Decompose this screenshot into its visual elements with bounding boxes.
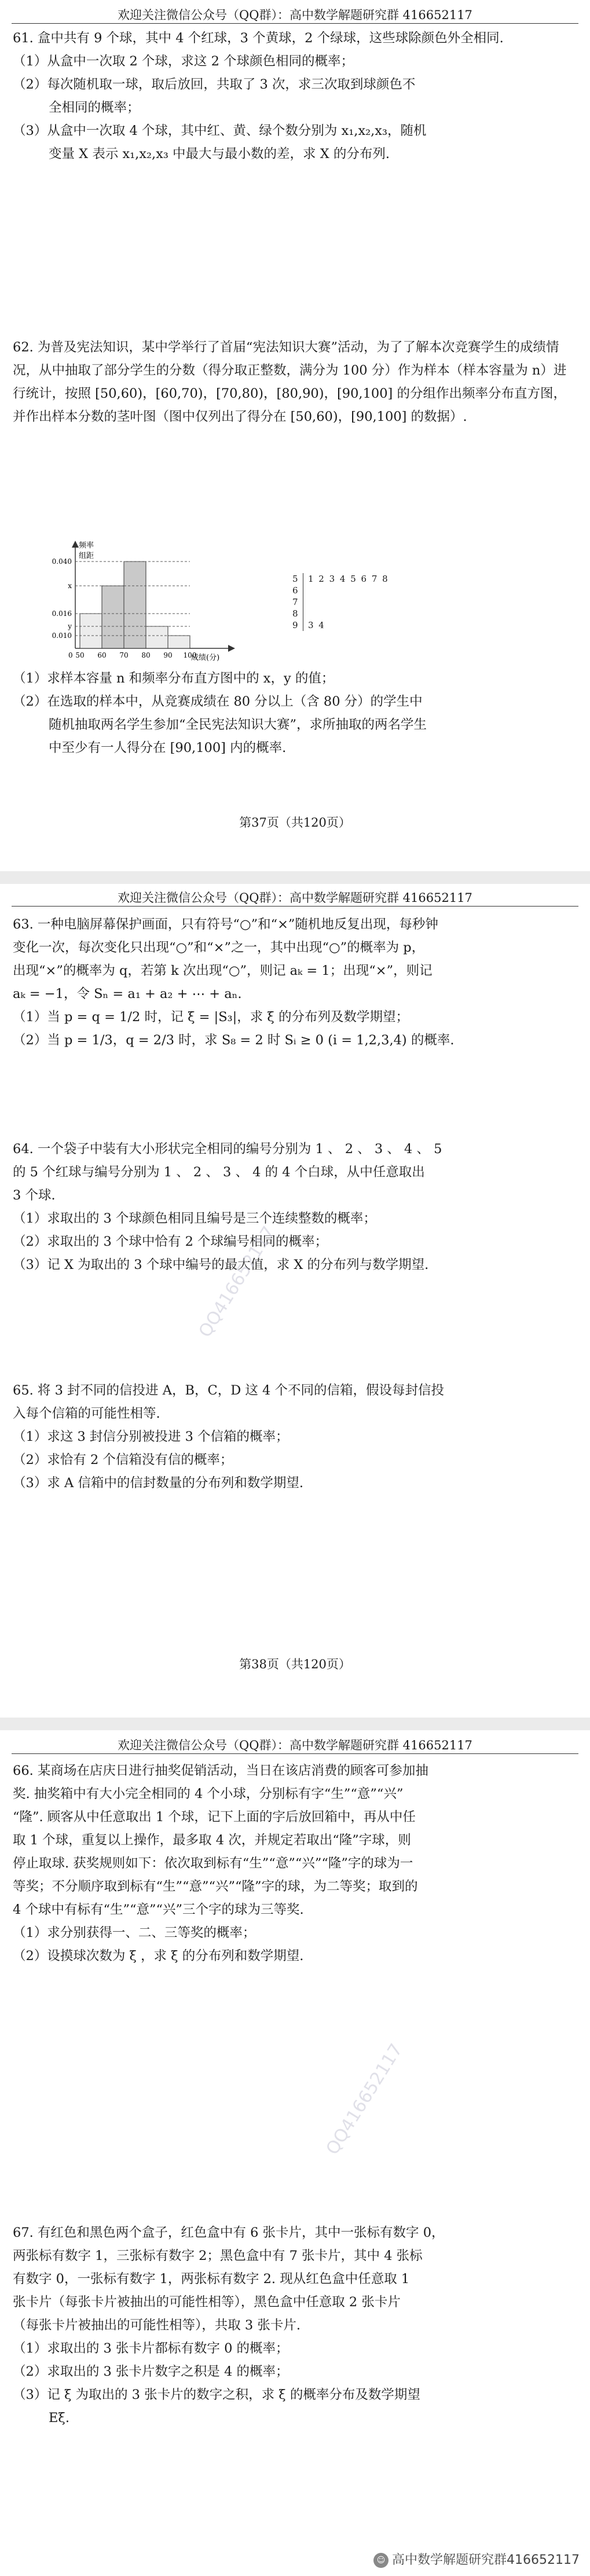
leaf-values [303,596,308,608]
y-tick-label: 0.016 [52,610,72,618]
stem-value: 6 [292,585,303,596]
leaf-values: 1 2 3 4 5 6 7 8 [308,574,389,584]
problem-61 [13,27,577,166]
problem-67-line2: 两张标有数字 1，三张标有数字 2；黑色盒中有 7 张卡片，其中 4 张标 [13,2248,423,2263]
page-37 [0,0,590,871]
y-axis-label-line1: 频率 [79,541,94,550]
page-gap [0,1718,590,1730]
header-rule [12,906,578,907]
histogram-bar [146,626,168,648]
problem-66-line5: 停止取球. 获奖规则如下：依次取到标有“生”“意”“兴”“隆”字的球为一 [13,1856,413,1871]
problem-61-q2: （2）每次随机取一球，取后放回，共取了 3 次，求三次取到球颜色不 [13,77,416,92]
histogram-bar [168,636,190,648]
x-axis-label: 成绩(分) [191,654,220,662]
problem-66-line1: 66. 某商场在店庆日进行抽奖促销活动，当日在该店消费的顾客可参加抽 [13,1763,428,1778]
frequency-histogram [43,538,298,663]
y-axis-label-line2: 组距 [79,552,94,560]
header-rule [12,1753,578,1754]
problem-61-q2-cont: 全相同的概率； [49,100,140,115]
page-39 [0,1730,590,2576]
problem-66-q2: （2）设摸球次数为 ξ ，求 ξ 的分布列和数学期望. [13,1948,304,1964]
problem-65-q3: （3）求 A 信箱中的信封数量的分布列和数学期望. [13,1476,304,1491]
page-header: 欢迎关注微信公众号（QQ群）：高中数学解题研究群 416652117 [118,1738,472,1752]
problem-63-q1: （1）当 p = q = 1/2 时，记 ξ = |S₃|，求 ξ 的分布列及数学期望； [13,1010,409,1025]
histogram-bar [124,562,146,648]
problem-61-stem: 61. 盒中共有 9 个球，其中 4 个红球，3 个黄球，2 个绿球，这些球除颜色外全相同. [13,31,504,46]
problem-63-line2: 变化一次，每次变化只出现“○”和“×”之一，其中出现“○”的概率为 p， [13,940,425,955]
problem-67 [13,2221,577,2430]
stem-value: 8 [292,608,303,619]
problem-67-q3: （3）记 ξ 为取出的 3 张卡片的数字之积，求 ξ 的概率分布及数学期望 [13,2387,420,2402]
y-tick-label: y [68,622,72,630]
y-tick-label: 0.040 [52,557,72,566]
problem-62-stem: 62. 为普及宪法知识，某中学举行了首届“宪法知识大赛”活动，为了了解本次竞赛学生的成绩情况，从中抽取了部分学生的分数（得分取正整数，满分为 100 分）作为样本（样本容量为 n）进行统计，按照 [50,60)，[60,70)，[70,80)，[80,90)，[90,100] 的分组作出频率分布直方图，并作出样本分数的茎叶图（图中仅列出了得分在 [50,60)，[90,100] 的数据）. [13,340,567,424]
problem-64-q3: （3）记 X 为取出的 3 个球中编号的最大值，求 X 的分布列与数学期望. [13,1257,429,1272]
problem-65-line2: 入每个信箱的可能性相等. [13,1406,160,1421]
problem-66-line4: 取 1 个球，重复以上操作，最多取 4 次，并规定若取出“隆”字球，则 [13,1833,411,1848]
x-tick-label: 70 [119,651,129,659]
stem-value: 7 [292,596,303,608]
stem-leaf-row [292,619,389,631]
x-tick-label: 100 [183,651,197,659]
problem-62-q2-cont: 随机抽取两名学生参加“全民宪法知识大赛”，求所抽取的两名学生 [49,717,427,732]
x-tick-label: 50 [75,651,85,659]
histogram-bar [80,614,102,648]
x-tick-label: 60 [97,651,107,659]
leaf-values [303,585,308,596]
problem-63-line4: aₖ = −1，令 Sₙ = a₁ + a₂ + ⋯ + aₙ. [13,986,242,1001]
leaf-values: 3 4 [308,620,325,630]
problem-66 [13,1759,577,1968]
page-header: 欢迎关注微信公众号（QQ群）：高中数学解题研究群 416652117 [118,891,472,905]
watermark: QQ416652117 [322,2040,407,2159]
problem-66-line3: “隆”. 顾客从中任意取出 1 个球，记下上面的字后放回箱中，再从中任 [13,1810,416,1825]
problem-64-q1: （1）求取出的 3 个球颜色相同且编号是三个连续整数的概率； [13,1211,376,1226]
page-gap [0,871,590,884]
problem-64-q2: （2）求取出的 3 个球中恰有 2 个球编号相同的概率； [13,1234,328,1249]
problem-64-line2: 的 5 个红球与编号分别为 1 、 2 、 3 、 4 的 4 个白球，从中任意取出 [13,1165,425,1180]
problem-67-q2: （2）求取出的 3 张卡片数字之积是 4 的概率； [13,2364,289,2379]
watermark: QQ416652117 [195,1223,280,1341]
stem-leaf-row [292,573,389,585]
problem-64 [13,1137,577,1276]
page-38 [0,884,590,1718]
page-footer: 第37页（共120页） [239,816,351,830]
stem-leaf-plot [292,573,389,631]
problem-61-q3: （3）从盒中一次取 4 个球，其中红、黄、绿个数分别为 x₁,x₂,x₃，随机 [13,123,427,138]
problem-66-line2: 奖. 抽奖箱中有大小完全相同的 4 个小球，分别标有字“生”“意”“兴” [13,1786,404,1801]
brand-text: 高中数学解题研究群416652117 [392,2553,580,2567]
problem-67-q3-cont: Eξ. [49,2410,69,2425]
problem-66-line6: 等奖；不分顺序取到标有“生”“意”“兴”“隆”字的球，为二等奖；取到的 [13,1879,418,1894]
stem-leaf-row [292,596,389,608]
problem-65 [13,1379,577,1495]
origin-label: 0 [68,651,73,659]
histogram-bar [102,586,124,648]
problem-65-q1: （1）求这 3 封信分别被投进 3 个信箱的概率； [13,1429,289,1444]
problem-61-q3-cont: 变量 X 表示 x₁,x₂,x₃ 中最大与最小数的差，求 X 的分布列. [49,146,390,162]
problem-66-q1: （1）求分别获得一、二、三等奖的概率； [13,1925,256,1940]
x-tick-label: 90 [163,651,173,659]
problem-67-line5: （每张卡片被抽出的可能性相等），共取 3 张卡片. [13,2318,301,2333]
problem-67-q1: （1）求取出的 3 张卡片都标有数字 0 的概率； [13,2341,289,2356]
wechat-logo-icon: ☺ [373,2553,389,2568]
stem-leaf-row [292,585,389,596]
problem-64-line3: 3 个球. [13,1188,56,1203]
y-tick-label: x [68,582,72,590]
problem-62-q2: （2）在选取的样本中，从竞赛成绩在 80 分以上（含 80 分）的学生中 [13,694,423,709]
page-header: 欢迎关注微信公众号（QQ群）：高中数学解题研究群 416652117 [118,8,472,22]
problem-65-q2: （2）求恰有 2 个信箱没有信的概率； [13,1452,233,1467]
problem-62-q1: （1）求样本容量 n 和频率分布直方图中的 x，y 的值； [13,671,335,686]
problem-65-line1: 65. 将 3 封不同的信投进 A，B，C，D 这 4 个不同的信箱，假设每封信投 [13,1383,445,1398]
problem-67-line1: 67. 有红色和黑色两个盒子，红色盒中有 6 张卡片，其中一张标有数字 0， [13,2225,445,2240]
stem-value: 5 [292,573,303,585]
page-footer: 第38页（共120页） [239,1657,351,1671]
problem-62-questions [13,667,577,759]
y-tick-label: 0.010 [52,632,72,640]
stem-value: 9 [292,619,303,631]
x-tick-label: 80 [141,651,151,659]
problem-63 [13,913,577,1052]
leaf-values [303,608,308,619]
problem-61-q1: （1）从盒中一次取 2 个球，求这 2 个球颜色相同的概率； [13,54,354,69]
problem-66-line7: 4 个球中有标有“生”“意”“兴”三个字的球为三等奖. [13,1902,304,1917]
problem-67-line4: 张卡片（每张卡片被抽出的可能性相等），黑色盒中任意取 2 张卡片 [13,2295,401,2310]
problem-63-q2: （2）当 p = 1/3，q = 2/3 时，求 S₈ = 2 时 Sᵢ ≥ 0 (i = 1,2,3,4) 的概率. [13,1033,455,1048]
brand-footer [373,2550,580,2568]
problem-63-line1: 63. 一种电脑屏幕保护画面，只有符号“○”和“×”随机地反复出现，每秒钟 [13,917,438,932]
problem-62 [13,336,577,428]
problem-67-line3: 有数字 0，一张标有数字 1，两张标有数字 2. 现从红色盒中任意取 1 [13,2272,410,2287]
problem-64-line1: 64. 一个袋子中装有大小形状完全相同的编号分别为 1 、 2 、 3 、 4 、 5 [13,1142,442,1157]
stem-leaf-row [292,608,389,619]
problem-63-line3: 出现“×”的概率为 q，若第 k 次出现“○”，则记 aₖ = 1；出现“×”，则记 [13,963,433,978]
header-rule [12,23,578,24]
problem-62-q2-cont2: 中至少有一人得分在 [90,100] 内的概率. [49,740,287,755]
